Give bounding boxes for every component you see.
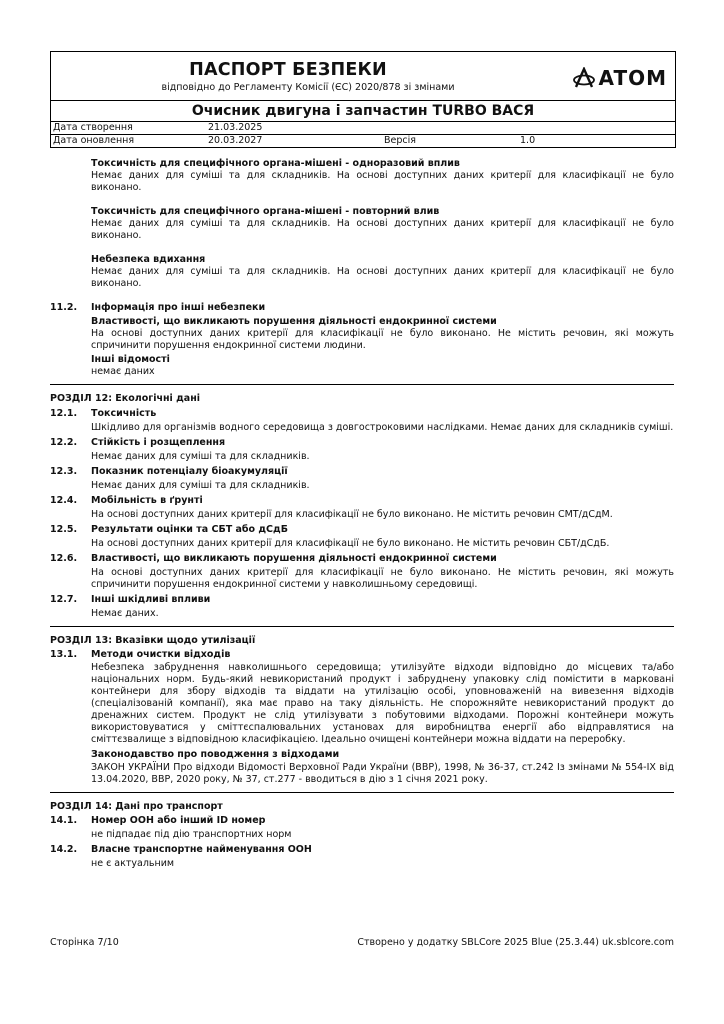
stot-repeat-block: [50, 206, 674, 242]
subsection-number: 13.1.: [50, 649, 78, 660]
subsection-title: Інші шкідливі впливи: [91, 594, 211, 605]
subsection-12-5: [50, 524, 674, 550]
updated-label: Дата оновлення: [53, 135, 135, 146]
stot-single-block: [50, 158, 674, 194]
subsection-14-1: [50, 815, 674, 841]
subsection-11-2: [50, 302, 674, 378]
subsection-title: Інформація про інші небезпеки: [91, 302, 266, 313]
subsection-title: Мобільність в ґрунті: [91, 495, 203, 506]
page-footer: [50, 937, 674, 948]
subsection-title: Номер ООН або інший ID номер: [91, 815, 266, 826]
section-divider: [50, 384, 674, 385]
product-name: Очисник двигуна і запчастин TURBO ВАСЯ: [51, 101, 675, 122]
subsection-13-1: [50, 649, 674, 786]
subsection-14-2: [50, 844, 674, 870]
other-info-text: немає даних: [91, 366, 155, 377]
section-12-title: РОЗДІЛ 12: Екологічні дані: [50, 393, 201, 404]
section-14-title: РОЗДІЛ 14: Дані про транспорт: [50, 801, 223, 812]
updated-value: 20.03.2027: [208, 135, 263, 146]
subsection-number: 11.2.: [50, 302, 78, 313]
subsection-text: На основі доступних даних критерії для класифікації не було виконано. Не містить речовин СБТ/дСдБ.: [91, 538, 610, 549]
subsection-12-1: [50, 408, 674, 434]
section-13-title: РОЗДІЛ 13: Вказівки щодо утилізації: [50, 635, 256, 646]
stot-repeat-title: Токсичність для специфічного органа-мішені - повторний влив: [91, 206, 440, 217]
document-subtitle: відповідно до Регламенту Комісії (ЄС) 2020/878 зі змінами: [161, 82, 455, 93]
subsection-text: На основі доступних даних критерії для класифікації не було виконано. Не містить речовин, які можуть спричинити порушення ендокринної системи у навколишньому середовищі.: [91, 567, 674, 590]
subsection-text: Немає даних.: [91, 608, 159, 619]
subsection-12-3: [50, 466, 674, 492]
subsection-text: Немає даних для суміші та для складників.: [91, 480, 310, 491]
section-12-list: [50, 408, 674, 620]
logo-text: ATOM: [598, 66, 667, 90]
created-label: Дата створення: [53, 122, 133, 133]
aspiration-text: Немає даних для суміші та для складників. На основі доступних даних критерії для класифікації не було виконано.: [91, 266, 674, 289]
other-info-title: Інші відомості: [91, 354, 170, 365]
meta-row-created: [51, 122, 675, 134]
waste-law-text: ЗАКОН УКРАЇНИ Про відходи Відомості Верховної Ради України (ВВР), 1998, № 36-37, ст.242 Із змінами № 554-IX від 13.04.2020, ВВР, 2020 року, № 37, ст.277 - вводиться в дію з 1 січня 2021 року.: [91, 762, 674, 785]
subsection-number: 12.7.: [50, 594, 78, 605]
header-top: [51, 52, 675, 101]
document-header: [50, 51, 676, 148]
subsection-text: Немає даних для суміші та для складників.: [91, 451, 310, 462]
stot-single-title: Токсичність для специфічного органа-мішені - одноразовий вплив: [91, 158, 460, 169]
subsection-title: Методи очистки відходів: [91, 649, 231, 660]
subsection-12-2: [50, 437, 674, 463]
generator-note: Створено у додатку SBLCore 2025 Blue (25.3.44) uk.sblcore.com: [357, 937, 674, 948]
endocrine-text: На основі доступних даних критерії для класифікації не було виконано. Не містить речовин, які можуть спричинити порушення ендокринної системи людини.: [91, 328, 674, 351]
created-value: 21.03.2025: [208, 122, 263, 133]
subsection-title: Результати оцінки та СБТ або дСдБ: [91, 524, 288, 535]
subsection-number: 12.4.: [50, 495, 78, 506]
version-value: 1.0: [520, 135, 536, 146]
subsection-number: 12.6.: [50, 553, 78, 564]
subsection-number: 12.3.: [50, 466, 78, 477]
section-divider: [50, 792, 674, 793]
aspiration-block: [50, 254, 674, 290]
subsection-title: Стійкість і розщеплення: [91, 437, 226, 448]
atom-logo-icon: [572, 67, 596, 89]
subsection-text: На основі доступних даних критерії для класифікації не було виконано. Не містить речовин СМТ/дСдМ.: [91, 509, 613, 520]
stot-repeat-text: Немає даних для суміші та для складників. На основі доступних даних критерії для класифікації не було виконано.: [91, 218, 674, 241]
subsection-12-7: [50, 594, 674, 620]
stot-single-text: Немає даних для суміші та для складників. На основі доступних даних критерії для класифікації не було виконано.: [91, 170, 674, 193]
subsection-text: не підпадає під дію транспортних норм: [91, 829, 292, 840]
waste-law-title: Законодавство про поводження з відходами: [91, 749, 340, 760]
subsection-text: Шкідливо для організмів водного середовища з довгостроковими наслідками. Немає даних для складників суміші.: [91, 422, 674, 433]
version-label: Версія: [384, 135, 416, 146]
meta-row-updated: [51, 134, 675, 147]
disposal-text: Небезпека забруднення навколишнього середовища; утилізуйте відходи відповідно до місцевих та/або національних норм. Будь-який невикористаний продукт і забруднену упаковку слід помістити в марковані контейнери для збору відходів та віддати на утилізацію особі, уповноваженій на вивезення відходів (спеціалізованій компанії), яка має право на таку діяльність. Не спорожняйте невикористаний продукт до дренажних систем. Продукт не слід утилізувати з побутовими відходами. Порожні контейнери можуть використовуватися у сміттєспалювальних установах для виробництва енергії або відправлятися на сміттєзвалище з відповідною класифікацією. Ідеально очищені контейнери можна віддати на переробку.: [91, 662, 674, 745]
subsection-title: Властивості, що викликають порушення діяльності ендокринної системи: [91, 553, 497, 564]
subsection-12-4: [50, 495, 674, 521]
page-number: Сторінка 7/10: [50, 937, 119, 948]
subsection-number: 14.2.: [50, 844, 78, 855]
company-logo: [572, 66, 667, 90]
subsection-text: не є актуальним: [91, 858, 175, 869]
endocrine-title: Властивості, що викликають порушення діяльності ендокринної системи: [91, 316, 497, 327]
subsection-number: 12.1.: [50, 408, 78, 419]
subsection-number: 12.2.: [50, 437, 78, 448]
section-divider: [50, 626, 674, 627]
document-title: ПАСПОРТ БЕЗПЕКИ: [189, 60, 387, 80]
subsection-title: Токсичність: [91, 408, 157, 419]
document-body: [50, 158, 674, 870]
subsection-title: Показник потенціалу біоакумуляції: [91, 466, 288, 477]
aspiration-title: Небезпека вдихання: [91, 254, 206, 265]
subsection-number: 12.5.: [50, 524, 78, 535]
subsection-12-6: [50, 553, 674, 591]
subsection-number: 14.1.: [50, 815, 78, 826]
subsection-title: Власне транспортне найменування ООН: [91, 844, 312, 855]
